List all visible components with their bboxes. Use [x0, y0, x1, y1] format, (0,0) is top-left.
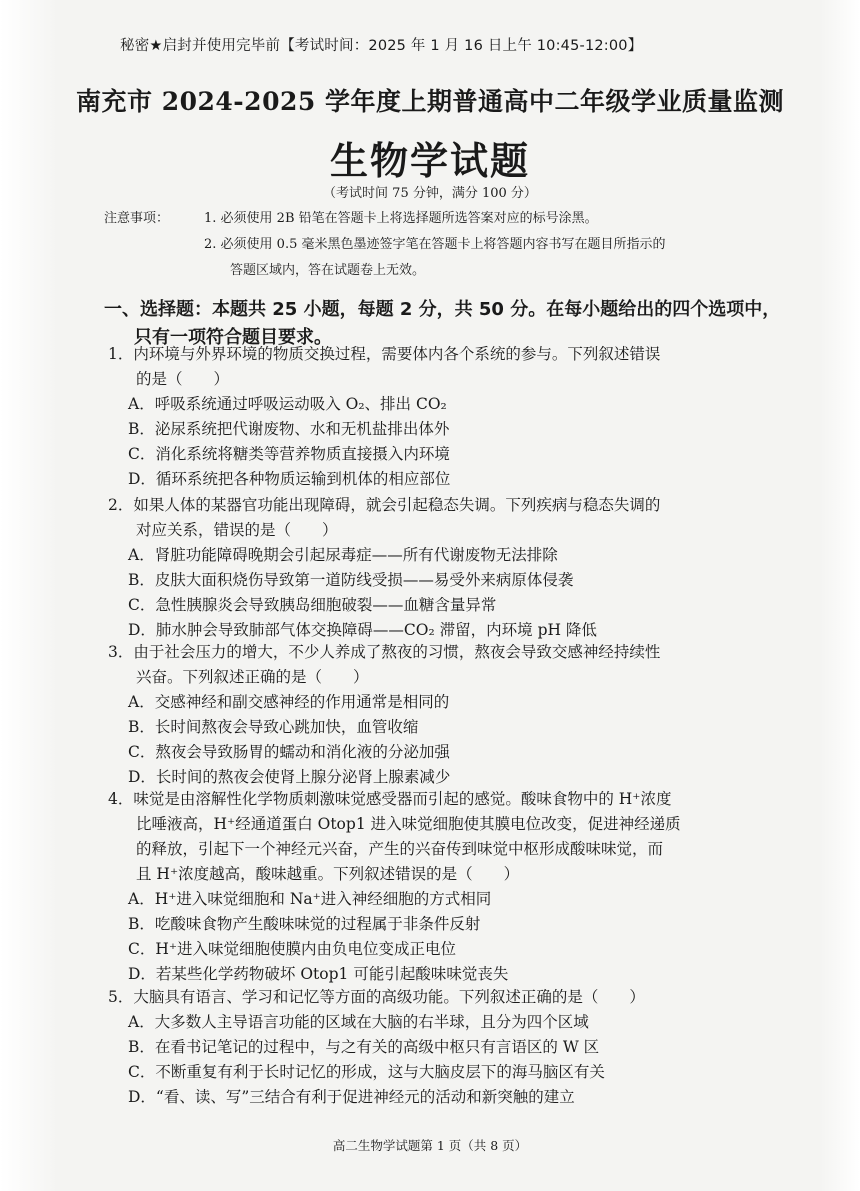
section-line-1: 一、选择题：本题共 25 小题，每题 2 分，共 50 分。在每小题给出的四个选项中， — [104, 299, 781, 320]
question-stem: 兴奋。下列叙述正确的是（ ） — [136, 668, 369, 686]
option-c: C．急性胰腺炎会导致胰岛细胞破裂——血糖含量异常 — [128, 596, 497, 614]
option-d: D．肺水肿会导致肺部气体交换障碍——CO₂ 滞留，内环境 pH 降低 — [128, 621, 597, 639]
question-stem: 且 H⁺浓度越高，酸味越重。下列叙述错误的是（ ） — [136, 865, 520, 883]
subject-title: 生物学试题 — [329, 138, 530, 183]
option-a: A．交感神经和副交感神经的作用通常是相同的 — [128, 693, 450, 711]
question-2 — [108, 493, 660, 643]
option-c: C．熬夜会导致肠胃的蠕动和消化液的分泌加强 — [128, 743, 450, 761]
question-stem: 的释放，引起下一个神经元兴奋，产生的兴奋传到味觉中枢形成酸味味觉，而 — [136, 840, 664, 858]
main-title: 南充市 2024-2025 学年度上期普通高中二年级学业质量监测 — [76, 87, 784, 116]
option-a: A．H⁺进入味觉细胞和 Na⁺进入神经细胞的方式相同 — [128, 890, 492, 908]
question-stem: 2．如果人体的某器官功能出现障碍，就会引起稳态失调。下列疾病与稳态失调的 — [108, 496, 661, 514]
question-stem: 比唾液高，H⁺经通道蛋白 Otop1 进入味觉细胞使其膜电位改变，促进神经递质 — [136, 815, 681, 833]
question-stem: 4．味觉是由溶解性化学物质刺激味觉感受器而引起的感觉。酸味食物中的 H⁺浓度 — [108, 790, 672, 808]
option-b: B．皮肤大面积烧伤导致第一道防线受损——易受外来病原体侵袭 — [128, 571, 574, 589]
option-d: D．循环系统把各种物质运输到机体的相应部位 — [128, 470, 451, 488]
option-a: A．呼吸系统通过呼吸运动吸入 O₂、排出 CO₂ — [128, 395, 447, 413]
option-c: C．H⁺进入味觉细胞使膜内由负电位变成正电位 — [128, 940, 457, 958]
option-a: A．大多数人主导语言功能的区域在大脑的右半球，且分为四个区域 — [128, 1013, 589, 1031]
note-item-2-cont: 答题区域内，答在试题卷上无效。 — [230, 263, 426, 278]
option-d: D．长时间的熬夜会使肾上腺分泌肾上腺素减少 — [128, 768, 451, 786]
exam-info: （考试时间 75 分钟，满分 100 分） — [323, 186, 537, 201]
page-footer: 高二生物学试题第 1 页（共 8 页） — [332, 1138, 528, 1153]
notes — [104, 206, 665, 284]
option-b: B．在看书记笔记的过程中，与之有关的高级中枢只有言语区的 W 区 — [128, 1038, 600, 1056]
question-stem: 3．由于社会压力的增大，不少人养成了熬夜的习惯，熬夜会导致交感神经持续性 — [108, 643, 661, 661]
option-d: D．“看、读、写”三结合有利于促进神经元的活动和新突触的建立 — [128, 1088, 575, 1106]
option-b: B．吃酸味食物产生酸味味觉的过程属于非条件反射 — [128, 915, 481, 933]
note-item-1: 1. 必须使用 2B 铅笔在答题卡上将选择题所选答案对应的标号涂黑。 — [204, 211, 598, 226]
option-d: D．若某些化学药物破坏 Otop1 可能引起酸味味觉丧失 — [128, 965, 509, 983]
option-a: A．肾脏功能障碍晚期会引起尿毒症——所有代谢废物无法排除 — [128, 546, 558, 564]
option-c: C．不断重复有利于长时记忆的形成，这与大脑皮层下的海马脑区有关 — [128, 1063, 605, 1081]
secret-note: 秘密★启封并使用完毕前【考试时间：2025 年 1 月 16 日上午 10:45-12:00】 — [120, 38, 643, 54]
note-item-2: 2. 必须使用 0.5 毫米黑色墨迹签字笔在答题卡上将答题内容书写在题目所指示的 — [204, 237, 666, 252]
option-b: B．泌尿系统把代谢废物、水和无机盐排出体外 — [128, 420, 450, 438]
question-stem: 对应关系，错误的是（ ） — [136, 521, 338, 539]
question-4 — [108, 787, 681, 987]
section-line-2: 只有一项符合题目要求。 — [134, 327, 332, 348]
question-stem: 5．大脑具有语言、学习和记忆等方面的高级功能。下列叙述正确的是（ ） — [108, 988, 645, 1006]
note-row-1 — [104, 206, 665, 232]
question-3 — [108, 640, 660, 790]
question-1 — [108, 342, 660, 492]
notes-label: 注意事项： — [104, 211, 170, 226]
option-b: B．长时间熬夜会导致心跳加快，血管收缩 — [128, 718, 419, 736]
option-c: C．消化系统将糖类等营养物质直接摄入内环境 — [128, 445, 450, 463]
question-5 — [108, 985, 645, 1110]
question-stem: 的是（ ） — [136, 370, 230, 388]
question-stem: 1．内环境与外界环境的物质交换过程，需要体内各个系统的参与。下列叙述错误 — [108, 345, 661, 363]
